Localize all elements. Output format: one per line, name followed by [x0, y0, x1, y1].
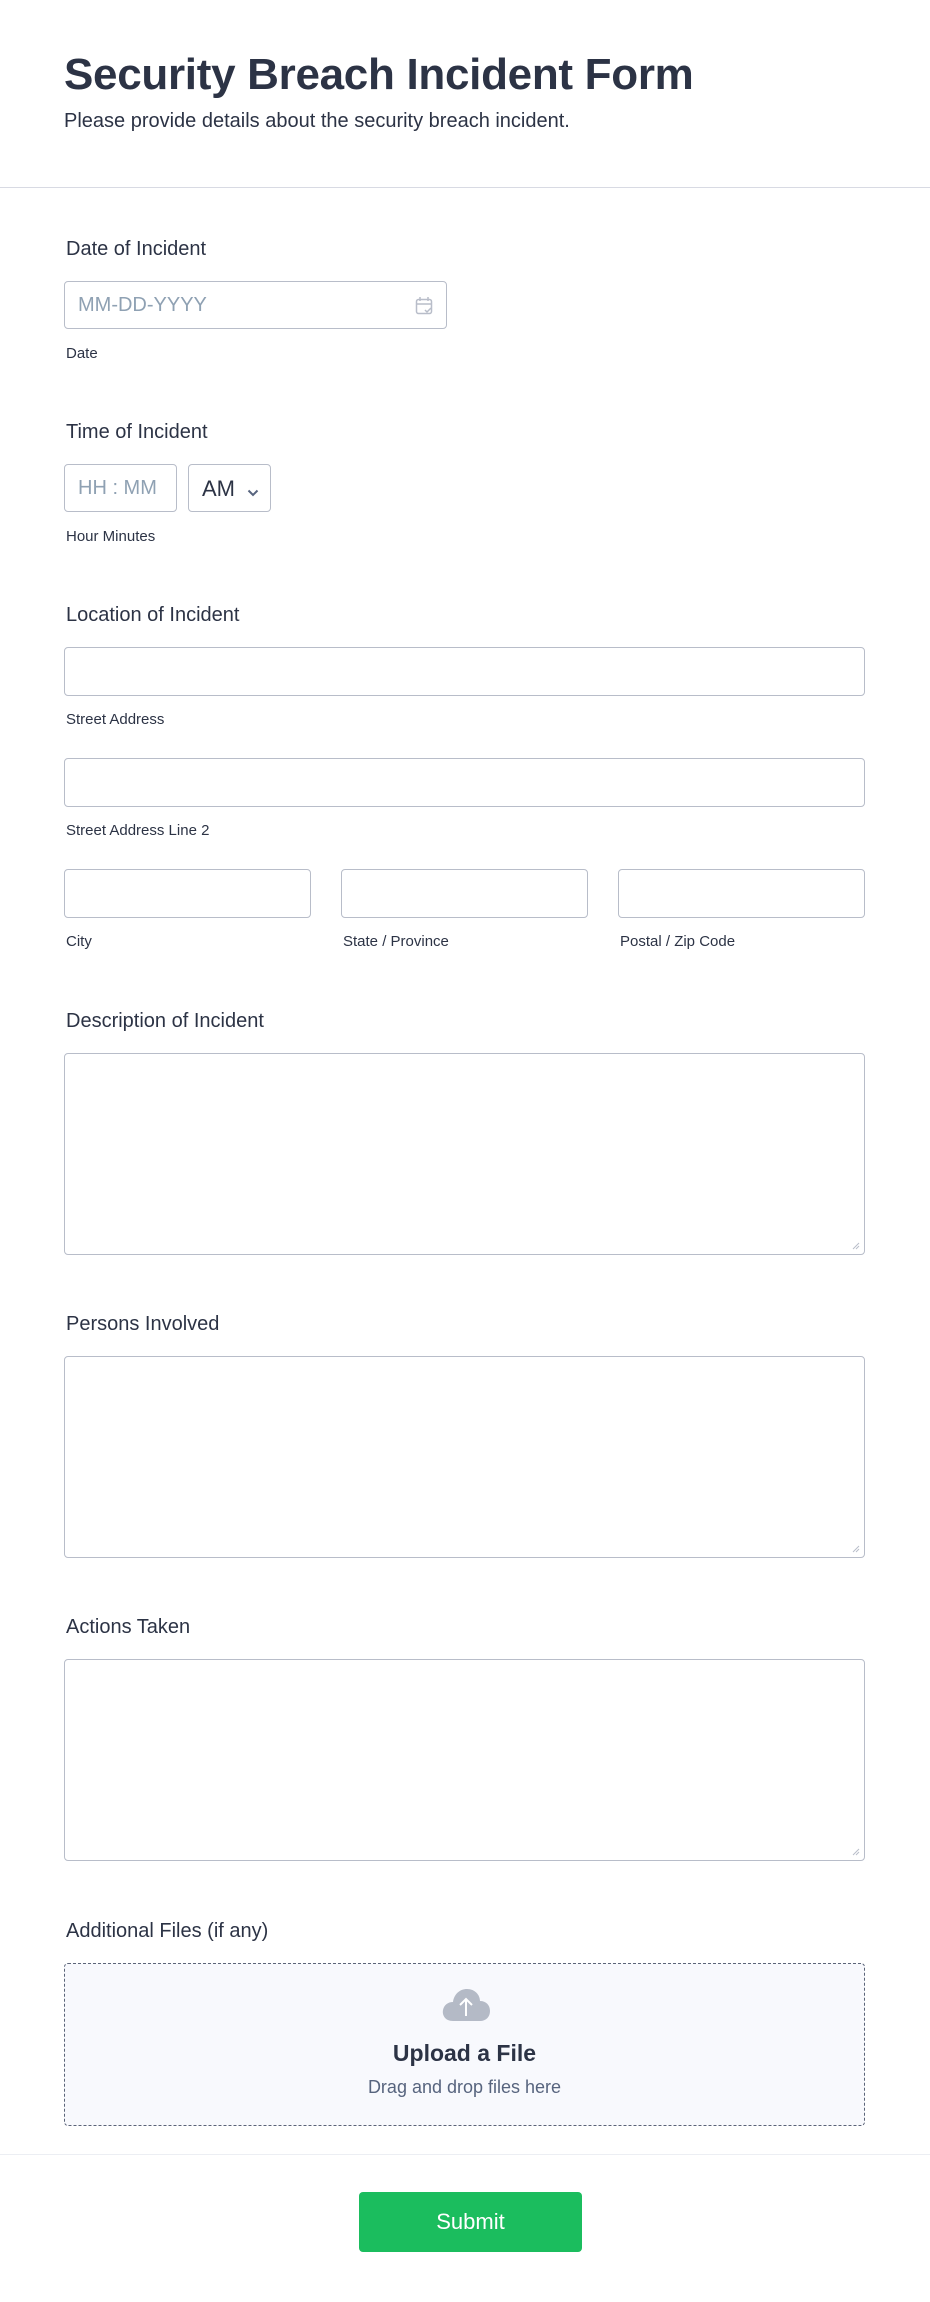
street-address-sublabel: Street Address — [66, 711, 165, 728]
file-upload-dropzone[interactable] — [64, 1963, 865, 2126]
time-placeholder: HH : MM — [78, 477, 157, 499]
chevron-down-icon — [247, 484, 259, 502]
actions-label: Actions Taken — [66, 1616, 191, 1638]
date-input[interactable] — [64, 281, 447, 329]
state-sublabel: State / Province — [343, 933, 449, 950]
files-label: Additional Files (if any) — [66, 1920, 269, 1942]
street-address-line2-input[interactable] — [64, 758, 865, 807]
city-input[interactable] — [64, 869, 311, 918]
persons-label: Persons Involved — [66, 1313, 220, 1335]
ampm-value: AM — [202, 476, 235, 501]
date-placeholder: MM-DD-YYYY — [78, 294, 207, 316]
date-sublabel: Date — [66, 345, 98, 362]
form-subtitle: Please provide details about the security breach incident. — [64, 110, 570, 132]
description-label: Description of Incident — [66, 1010, 264, 1032]
calendar-check-icon[interactable] — [415, 296, 433, 316]
zip-sublabel: Postal / Zip Code — [620, 933, 736, 950]
resize-handle-icon[interactable] — [852, 1848, 860, 1856]
city-sublabel: City — [66, 933, 92, 950]
street-address-input[interactable] — [64, 647, 865, 696]
date-label: Date of Incident — [66, 238, 207, 260]
resize-handle-icon[interactable] — [852, 1545, 860, 1553]
location-label: Location of Incident — [66, 604, 240, 626]
state-input[interactable] — [341, 869, 588, 918]
ampm-select[interactable] — [188, 464, 271, 512]
street-address-line2-sublabel: Street Address Line 2 — [66, 822, 210, 839]
upload-subtitle: Drag and drop files here — [367, 2077, 562, 2097]
cloud-upload-icon — [441, 1988, 491, 2027]
time-input[interactable] — [64, 464, 177, 512]
time-sublabel: Hour Minutes — [66, 528, 156, 545]
upload-title: Upload a File — [392, 2040, 537, 2066]
time-label: Time of Incident — [66, 421, 208, 443]
submit-button[interactable]: Submit — [359, 2192, 582, 2252]
header-divider — [0, 187, 930, 188]
description-textarea[interactable] — [64, 1053, 865, 1255]
persons-textarea[interactable] — [64, 1356, 865, 1558]
actions-textarea[interactable] — [64, 1659, 865, 1861]
footer-divider — [0, 2154, 930, 2155]
zip-input[interactable] — [618, 869, 865, 918]
form-title: Security Breach Incident Form — [64, 50, 694, 99]
resize-handle-icon[interactable] — [852, 1242, 860, 1250]
